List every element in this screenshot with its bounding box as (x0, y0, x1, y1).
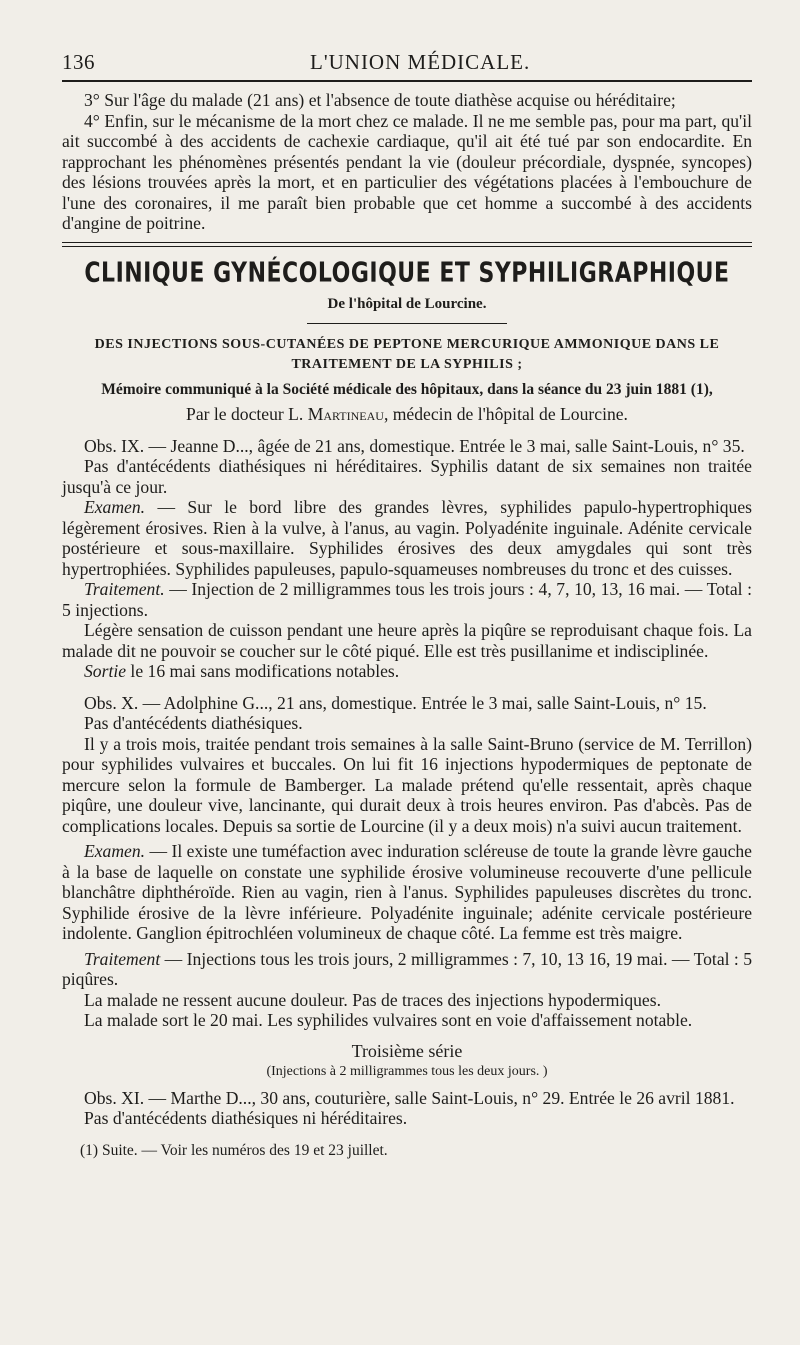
obs9-examen-text: — Sur le bord libre des grandes lèvres, syphilides papulo-hypertrophiques légèrement érosives. Rien à la vulve, à l'anus, au vagin. Polyadénite inguinale. Adénite cervicale postérieure et sous-maxillaire. Syphilides érosives des deux amygdales qui sont très hypertrophiées. Syphilides papuleuses, papulo-squameuses nombreuses du tronc et des cuisses. (62, 497, 752, 579)
author-suffix: , médecin de l'hôpital de Lourcine. (383, 403, 628, 424)
author-line (62, 404, 752, 425)
article-title: DES INJECTIONS SOUS-CUTANÉES DE PEPTONE MERCURIQUE AMMONIQUE DANS LE TRAITEMENT DE LA SYPHILIS ; (94, 336, 720, 372)
obs9-sortie-label: Sortie (84, 661, 127, 681)
obs9-examen-label: Examen. (84, 497, 146, 517)
serie-title: Troisième série (351, 1040, 463, 1061)
author-name: Martineau (307, 403, 384, 424)
obs11-antecedents: Pas d'antécédents diathésiques ni héréditaires. (84, 1108, 408, 1128)
section-title: CLINIQUE GYNÉCOLOGIQUE ET SYPHILIGRAPHIQUE (84, 257, 730, 289)
obs9-sensation: Légère sensation de cuisson pendant une heure après la piqûre se reproduisant chaque fois. La malade dit ne pouvoir se coucher sur le côté piqué. Elle est très pusillanime et indisciplinée. (62, 620, 752, 661)
obs10-history: Il y a trois mois, traitée pendant trois semaines à la salle Saint-Bruno (service de M. Terrillon) pour syphilides vulvaires et buccales. On lui fit 16 injections hypodermiques de peptonate de mercure selon la formule de Bamberger. La malade prétend qu'elle ressentait, après chaque piqûre, une douleur vive, lancinante, qui durait deux à trois heures environ. Pas d'abcès. Pas de complications locales. Depuis sa sortie de Lourcine (il y a deux mois) n'a suivi aucun traitement. (62, 733, 752, 836)
header-rule (62, 80, 752, 82)
section-double-rule (62, 242, 752, 247)
intro-paragraph-3: 3° Sur l'âge du malade (21 ans) et l'absence de toute diathèse acquise ou héréditaire; (84, 90, 676, 110)
obs10-examen-text: — Il existe une tuméfaction avec induration scléreuse de toute la grande lèvre gauche à la base de laquelle on constate une syphilide érosive volumineuse recouverte d'une pellicule blanchâtre diphthéroïde. Rien au vagin, rien à l'anus. Syphilides papuleuses discrètes du tronc. Syphilide érosive de la lèvre inférieure. Polyadénite inguinale; adénite cervicale postérieure indolente. Ganglion épitrochléen volumineux de chaque côté. La femme est très maigre. (62, 841, 752, 943)
page-number: 136 (62, 50, 95, 74)
obs10-examen (62, 841, 752, 944)
section-short-rule (307, 323, 507, 324)
obs9-examen (62, 497, 752, 579)
serie-subtitle: (Injections à 2 milligrammes tous les deux jours. ) (266, 1063, 548, 1079)
section-subtitle: De l'hôpital de Lourcine. (327, 295, 487, 312)
obs9-sortie (62, 661, 752, 682)
memoire-line: Mémoire communiqué à la Société médicale des hôpitaux, dans la séance du 23 juin 1881 (1), (101, 380, 713, 398)
obs10-traitement-text: — Injections tous les trois jours, 2 milligrammes : 7, 10, 13 16, 19 mai. — Total : 5 piqûres. (62, 948, 752, 989)
obs10-traitement (62, 949, 752, 990)
running-head: L'UNION MÉDICALE. (310, 50, 531, 74)
obs9-traitement (62, 579, 752, 620)
obs9-traitement-label: Traitement. (84, 579, 165, 599)
obs10-traitement-label: Traitement (84, 948, 161, 969)
obs10-examen-label: Examen. (84, 841, 146, 861)
page-header (62, 42, 752, 76)
author-prefix: Par le docteur L. (186, 403, 308, 424)
obs11-heading: Obs. XI. — Marthe D..., 30 ans, couturière, salle Saint-Louis, n° 29. Entrée le 26 avril 1881. (84, 1087, 735, 1108)
obs9-sortie-text: le 16 mai sans modifications notables. (126, 661, 400, 681)
obs9-antecedents: Pas d'antécédents diathésiques ni héréditaires. Syphilis datant de six semaines non traitée jusqu'à ce jour. (62, 456, 752, 497)
obs9-heading: Obs. IX. — Jeanne D..., âgée de 21 ans, domestique. Entrée le 3 mai, salle Saint-Louis, n° 35. (84, 435, 745, 456)
intro-paragraph-4: 4° Enfin, sur le mécanisme de la mort chez ce malade. Il ne me semble pas, pour ma part, qu'il ait succombé à des accidents de cachexie cardiaque, qu'il ait été tué par son endocardite. En rapprochant les phénomènes présentés pendant la vie (douleur précordiale, dyspnée, syncopes) des lésions trouvées après la mort, et en particulier des végétations placées à l'embouchure de l'une des coronaires, il me paraît bien probable que cet homme a succombé à des accidents d'angine de poitrine. (62, 110, 752, 233)
obs10-sortie: La malade sort le 20 mai. Les syphilides vulvaires sont en voie d'affaissement notable. (84, 1010, 693, 1030)
obs10-heading: Obs. X. — Adolphine G..., 21 ans, domestique. Entrée le 3 mai, salle Saint-Louis, n° 15. (84, 692, 707, 713)
obs9-traitement-text: — Injection de 2 milligrammes tous les trois jours : 4, 7, 10, 13, 16 mai. — Total : 5 injections. (62, 579, 752, 620)
footnote: (1) Suite. — Voir les numéros des 19 et 23 juillet. (80, 1141, 388, 1159)
obs10-douleur: La malade ne ressent aucune douleur. Pas de traces des injections hypodermiques. (84, 989, 661, 1010)
obs10-antecedents: Pas d'antécédents diathésiques. (84, 713, 303, 733)
